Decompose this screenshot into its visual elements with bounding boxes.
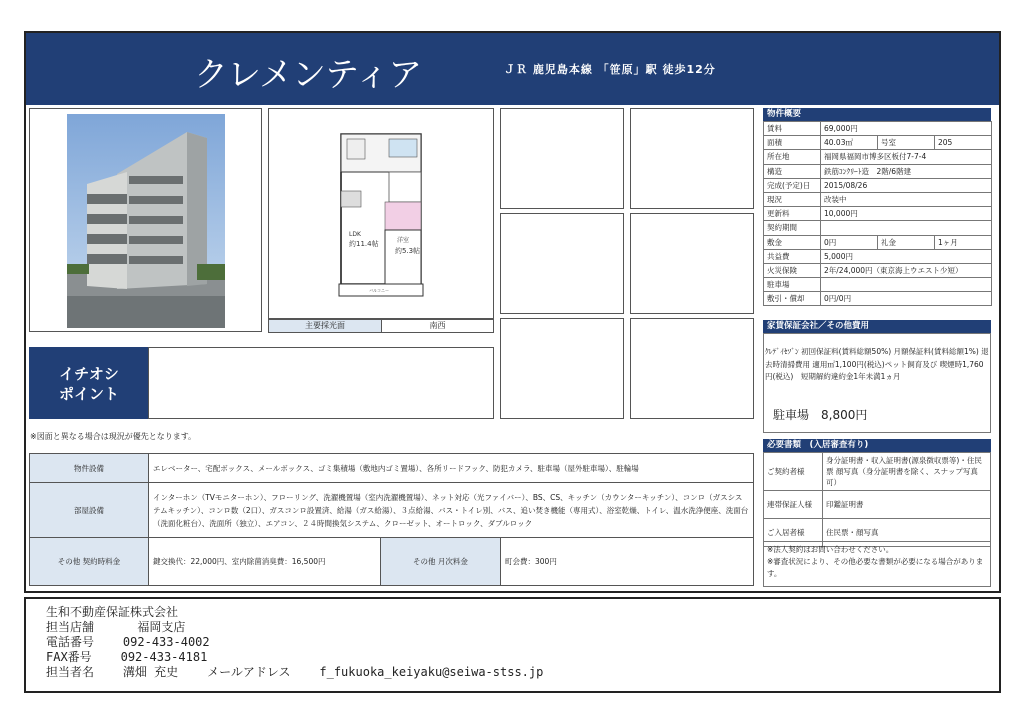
overview-table: 賃料 69,000円 面積 40.03㎡ 号室 205 所在地 福岡県福岡市博多区板付7-7-4 構造 鉄筋ｺﾝｸﾘｰﾄ造 2階/6階建 完成(予定)日 2015/08/26 現況 改装中 更新料 10,000円 契約期間 敷金 0円 礼金 1ヶ月 共益費 5,000円 火災保険 2年/24,000円（東京海上ウエスト少短） 駐車場 敷引・償却 0円/0円 xyxy=(763,121,992,306)
rent-value: 69,000円 xyxy=(821,122,992,136)
table-row xyxy=(30,483,754,538)
photo-slot-5 xyxy=(500,318,624,419)
station-access: ＪＲ 鹿児島本線 「笹原」駅 徒歩12分 xyxy=(504,63,716,76)
overview-title: 物件概要 xyxy=(763,108,991,121)
table-row: ご入居者様 住民票・顔写真 xyxy=(764,519,991,547)
parking-value xyxy=(821,278,992,292)
shiki-value: 0円/0円 xyxy=(821,292,992,306)
recommend-point-title: イチオシ ポイント xyxy=(29,347,149,419)
contract-fees-value: 鍵交換代：22,000円、室内除菌消臭費：16,500円 xyxy=(149,538,381,586)
contract-fees-label: その他 契約時料金 xyxy=(30,538,149,586)
table-row xyxy=(30,538,754,586)
keymoney-value: 1ヶ月 xyxy=(935,235,992,249)
photo-slot-6 xyxy=(630,318,754,419)
monthly-fees-label: その他 月次料金 xyxy=(381,538,501,586)
monthly-fees-value: 町会費：300円 xyxy=(501,538,754,586)
period-value xyxy=(821,221,992,235)
guarantee-title: 家賃保証会社／その他費用 xyxy=(763,320,991,333)
property-overview xyxy=(763,108,991,306)
documents-section xyxy=(763,439,991,452)
guarantee-section xyxy=(763,320,991,333)
structure-value: 鉄筋ｺﾝｸﾘｰﾄ造 2階/6階建 xyxy=(821,164,992,178)
renewal-value: 10,000円 xyxy=(821,207,992,221)
documents-table xyxy=(763,452,991,547)
table-row: 連帯保証人様 印鑑証明書 xyxy=(764,491,991,519)
table-row xyxy=(30,454,754,483)
built-value: 2015/08/26 xyxy=(821,178,992,192)
photo-slot-1 xyxy=(500,108,624,209)
company-name: 生和不動産保証株式会社 xyxy=(46,605,179,619)
recommend-point-body xyxy=(148,347,494,419)
phone-number[interactable]: 092-433-4002 xyxy=(122,635,210,649)
fax-number: 092-433-4181 xyxy=(120,650,208,664)
deposit-value: 0円 xyxy=(821,235,878,249)
photo-slot-3 xyxy=(500,213,624,314)
area-value: 40.03㎡ xyxy=(821,136,878,150)
insurance-value: 2年/24,000円（東京海上ウエスト少短） xyxy=(821,263,992,277)
lighting-direction-label: 主要採光面 xyxy=(268,319,382,333)
table-row: ご契約者様 身分証明書・収入証明書(源泉徴収票等)・住民票 顔写真（身分証明書を除く、スナップ写真可） xyxy=(764,453,991,491)
room-facilities-value: インターホン（TVモニターホン）、フローリング、洗濯機置場（室内洗濯機置場）、ネット対応（光ファイバー）、BS、CS、キッチン（カウンターキッチン）、コンロ（ガスシステムキッチン）、コンロ数（2口）、ガスコンロ設置済、給湯（ガス給湯）、３点給湯、バス・トイレ別、バス、追い焚き機能（専用式）、浴室乾燥、トイレ、温水洗浄便座、洗面台（洗面化粧台）、洗面所（独立）、エアコン、２４時間換気システム、クローゼット、オートロック、ダブルロック xyxy=(149,483,754,538)
header-bar xyxy=(26,33,999,105)
floor-plan-drawing xyxy=(269,109,493,318)
staff-name: 溝畑 充史 xyxy=(122,665,179,679)
parking-fee: 駐車場 8,800円 xyxy=(773,408,868,422)
status-value: 改装中 xyxy=(821,192,992,206)
ldk-label: LDK xyxy=(349,231,361,238)
store-name: 福岡支店 xyxy=(137,620,186,634)
plan-note: ※図面と異なる場合は現況が優先となります。 xyxy=(30,432,197,441)
common-fee-value: 5,000円 xyxy=(821,249,992,263)
balcony-label: バルコニー xyxy=(369,288,389,293)
floor-plan xyxy=(268,108,494,319)
building-photo xyxy=(29,108,262,332)
bedroom-label: 洋室 xyxy=(397,237,410,244)
room-facilities-label: 部屋設備 xyxy=(30,483,149,538)
address-value: 福岡県福岡市博多区板付7-7-4 xyxy=(821,150,992,164)
building-facilities-label: 物件設備 xyxy=(30,454,149,483)
facilities-table xyxy=(29,453,754,586)
email-address[interactable]: f_fukuoka_keiyaku@seiwa-stss.jp xyxy=(319,665,544,679)
building-facilities-value: エレベーター、宅配ボックス、メールボックス、ゴミ集積場（敷地内ゴミ置場）、各所リードフック、防犯カメラ、駐車場（屋外駐車場）、駐輪場 xyxy=(149,454,754,483)
photo-slot-2 xyxy=(630,108,754,209)
ldk-size: 約11.4帖 xyxy=(349,240,379,248)
contact-info: 生和不動産保証株式会社 担当店舗 福岡支店 電話番号 092-433-4002 FAX番号 092-433-4181 担当者名 溝畑 充史 メールアドレス f_fukuoka_keiyaku@seiwa-stss.jp xyxy=(46,605,544,679)
lighting-direction-value: 南西 xyxy=(381,319,494,333)
room-value: 205 xyxy=(935,136,992,150)
building-exterior-image xyxy=(67,114,225,328)
documents-notes: ※法人契約はお問い合わせください。 ※審査状況により、その他必要な書類が必要になる場合があります。 xyxy=(763,541,991,587)
building-name: クレメンティア xyxy=(194,55,422,95)
guarantee-text: ｸﾚﾃﾞｲｾｿﾞﾝ 初回保証料(賃料総額50%) 月額保証料(賃料総額1%) 退去時清掃費用 適用㎡1,100円(税込)ペット飼育及び 喫煙時1,760円(税込) 短期解約違約金1年未満1ヵ月 xyxy=(765,347,989,381)
photo-slot-4 xyxy=(630,213,754,314)
documents-title: 必要書類 (入居審査有り) xyxy=(763,439,991,452)
bedroom-size: 約5.3帖 xyxy=(395,247,421,255)
